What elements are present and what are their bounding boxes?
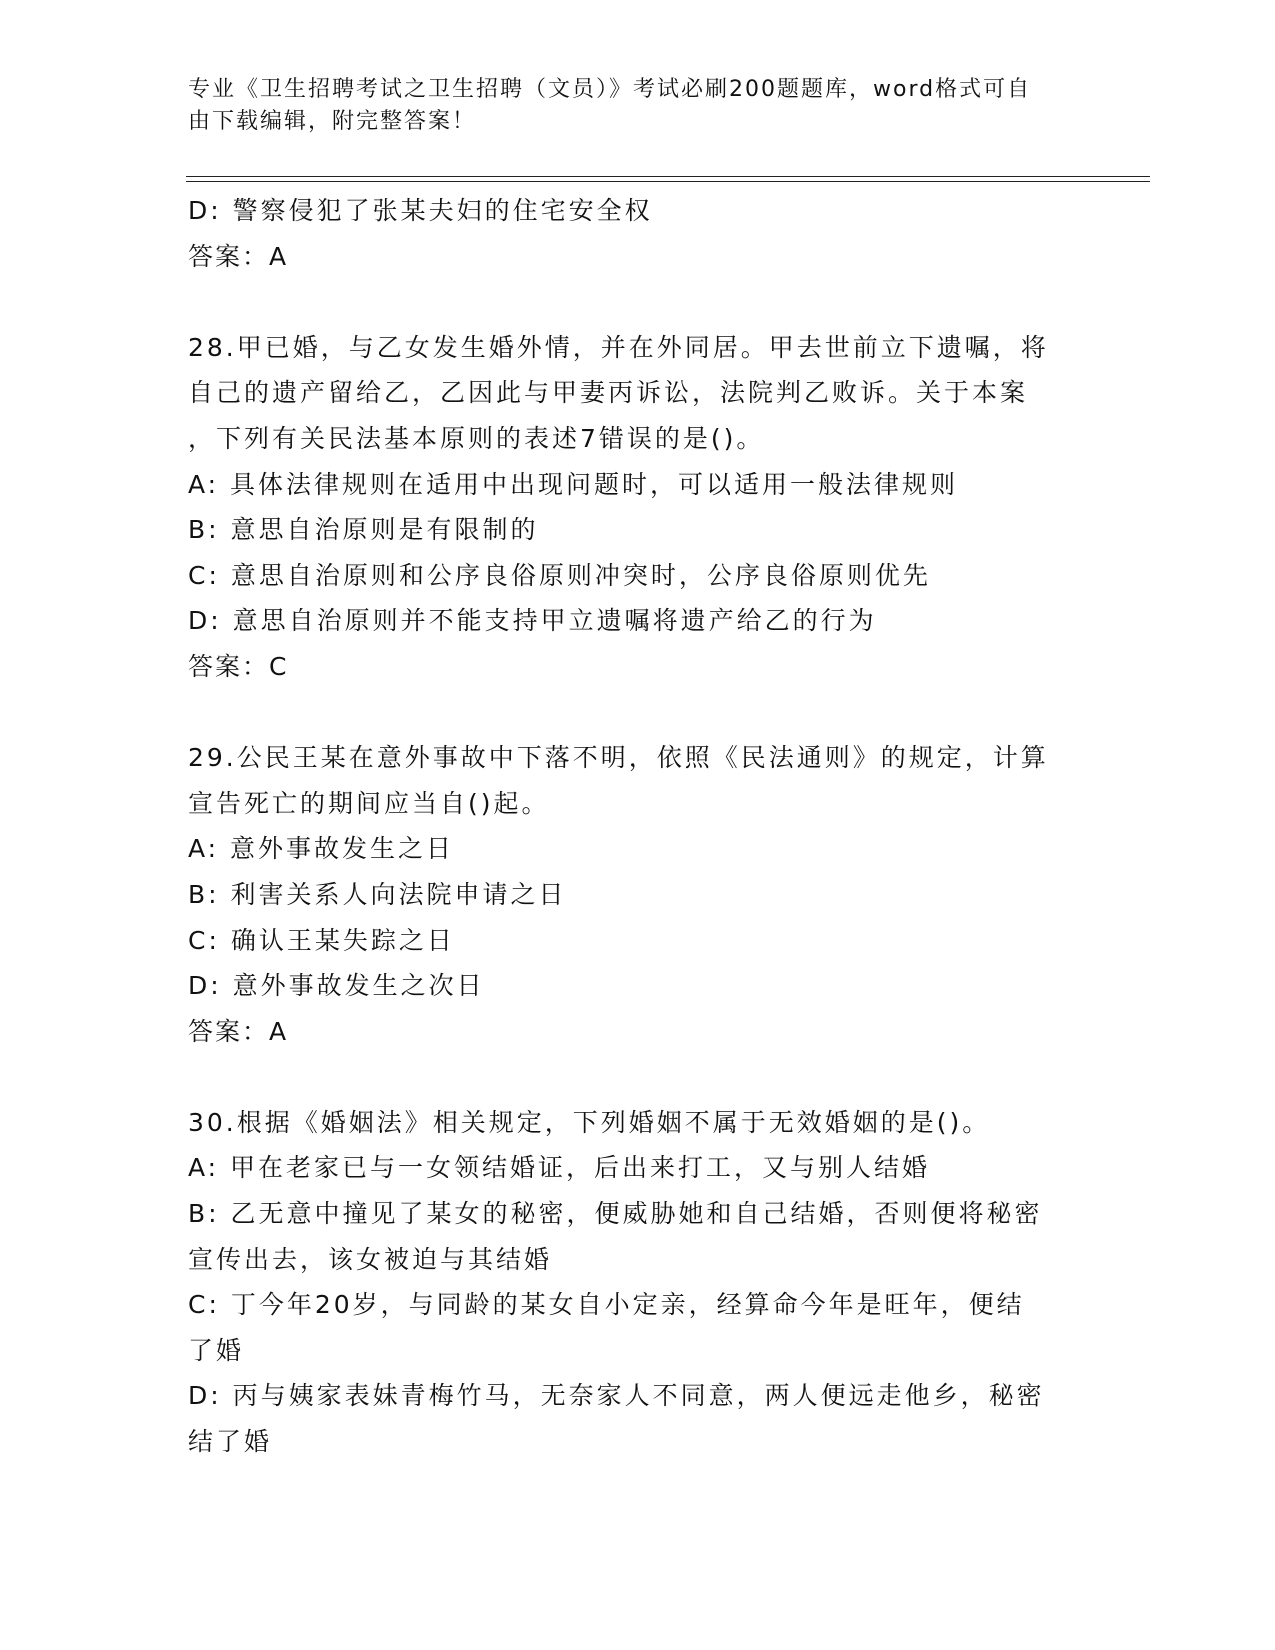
spacer [188, 279, 1078, 325]
option-c-continued: 了婚 [188, 1335, 245, 1365]
option-b-continued: 宣传出去，该女被迫与其结婚 [188, 1244, 553, 1274]
option-c: C: 丁今年20岁，与同龄的某女自小定亲，经算命今年是旺年，便结 [188, 1290, 1025, 1320]
spacer [188, 1054, 1078, 1100]
option-d-continued: 结了婚 [188, 1427, 273, 1457]
answer: 答案：A [188, 1016, 289, 1046]
prev-answer: 答案：A [188, 241, 289, 271]
question-30 [188, 1100, 1078, 1465]
option-b: B: 意思自治原则是有限制的 [188, 515, 539, 545]
header-line-2: 由下载编辑，附完整答案！ [188, 109, 477, 134]
header-line-1: 专业《卫生招聘考试之卫生招聘（文员）》考试必刷200题题库，word格式可自 [188, 77, 1032, 102]
document-header [188, 74, 1088, 138]
option-c: C: 意思自治原则和公序良俗原则冲突时，公序良俗原则优先 [188, 560, 931, 590]
option-c: C: 确认王某失踪之日 [188, 925, 455, 955]
option-a: A: 甲在老家已与一女领结婚证，后出来打工，又与别人结婚 [188, 1153, 931, 1183]
question-stem-line: 自己的遗产留给乙，乙因此与甲妻丙诉讼，法院判乙败诉。关于本案 [188, 378, 1029, 408]
spacer [188, 690, 1078, 736]
option-a: A: 具体法律规则在适用中出现问题时，可以适用一般法律规则 [188, 469, 959, 499]
question-stem-line: 宣告死亡的期间应当自()起。 [188, 788, 550, 818]
question-stem-line: 29.公民王某在意外事故中下落不明，依照《民法通则》的规定，计算 [188, 743, 1049, 773]
question-content [188, 188, 1078, 1465]
option-d: D: 意思自治原则并不能支持甲立遗嘱将遗产给乙的行为 [188, 606, 877, 636]
option-b: B: 乙无意中撞见了某女的秘密，便威胁她和自己结婚，否则便将秘密 [188, 1199, 1043, 1229]
header-divider-top [186, 176, 1150, 177]
question-stem-line: ，下列有关民法基本原则的表述7错误的是()。 [188, 423, 765, 453]
prev-option-d: D: 警察侵犯了张某夫妇的住宅安全权 [188, 196, 653, 225]
option-a: A: 意外事故发生之日 [188, 834, 455, 864]
option-d: D: 意外事故发生之次日 [188, 971, 485, 1001]
question-29 [188, 735, 1078, 1054]
option-d: D: 丙与姨家表妹青梅竹马，无奈家人不同意，两人便远走他乡，秘密 [188, 1381, 1045, 1411]
question-28 [188, 325, 1078, 690]
question-stem-line: 28.甲已婚，与乙女发生婚外情，并在外同居。甲去世前立下遗嘱，将 [188, 332, 1049, 362]
option-b: B: 利害关系人向法院申请之日 [188, 879, 567, 909]
question-stem-line: 30.根据《婚姻法》相关规定，下列婚姻不属于无效婚姻的是()。 [188, 1107, 991, 1137]
header-divider-bottom [186, 181, 1150, 182]
answer: 答案：C [188, 651, 289, 681]
